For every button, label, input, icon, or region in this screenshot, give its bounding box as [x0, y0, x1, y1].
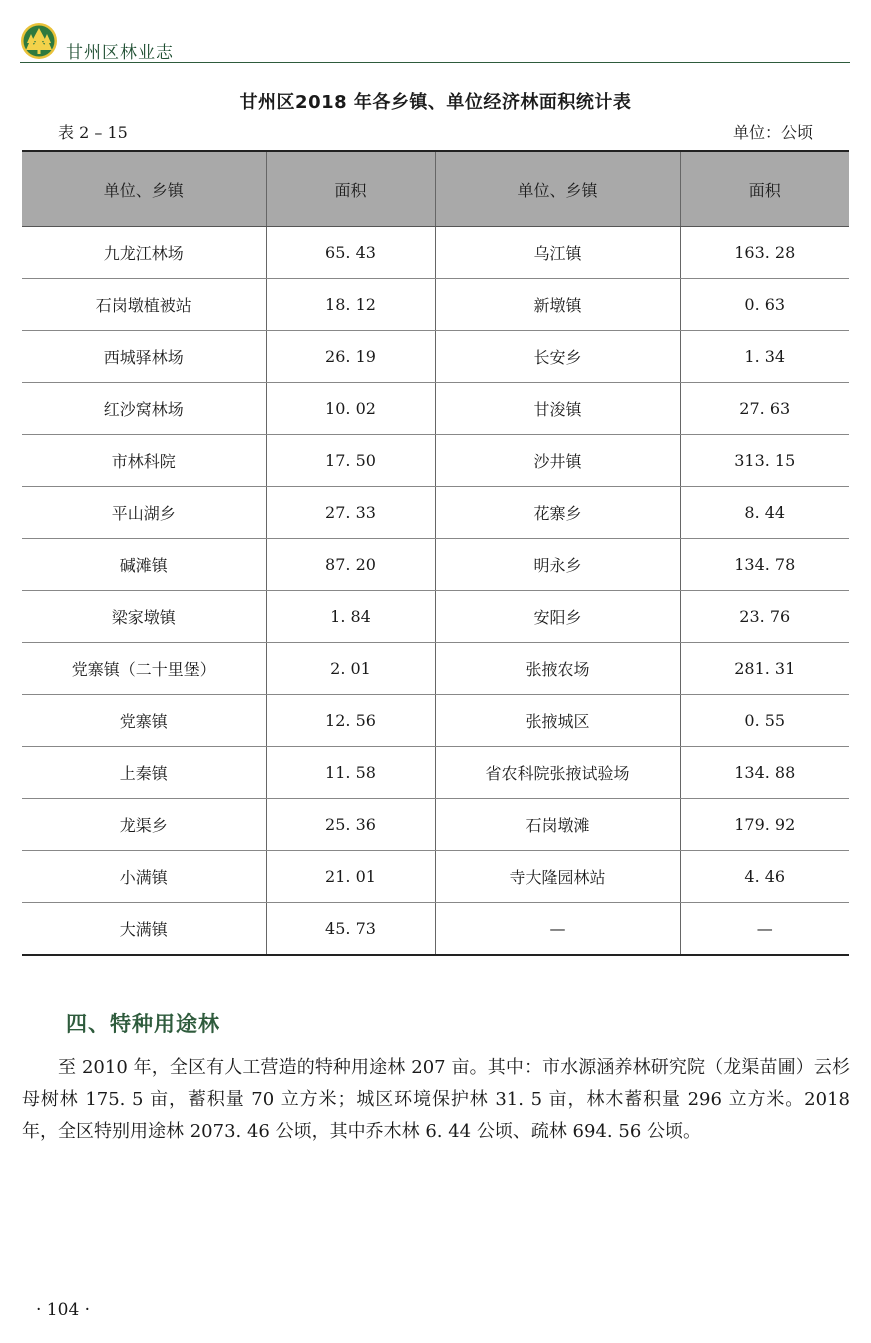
- table-row: [22, 799, 849, 851]
- area-cell: 134. 78: [680, 539, 849, 591]
- unit-cell: 梁家墩镇: [22, 591, 266, 643]
- area-cell: 27. 63: [680, 383, 849, 435]
- table-row: [22, 383, 849, 435]
- area-cell: 0. 55: [680, 695, 849, 747]
- header-rule: [20, 62, 850, 63]
- table-row: [22, 591, 849, 643]
- unit-cell: 平山湖乡: [22, 487, 266, 539]
- table-unit: 单位：公顷: [732, 123, 813, 142]
- area-cell: 12. 56: [266, 695, 435, 747]
- area-cell: 21. 01: [266, 851, 435, 903]
- unit-cell: 石岗墩植被站: [22, 279, 266, 331]
- economic-forest-table: [22, 150, 849, 956]
- area-cell: 134. 88: [680, 747, 849, 799]
- table-row: [22, 695, 849, 747]
- unit-cell: 甘浚镇: [435, 383, 680, 435]
- unit-cell: 沙井镇: [435, 435, 680, 487]
- area-cell: 4. 46: [680, 851, 849, 903]
- unit-cell: 大满镇: [22, 903, 266, 956]
- table-header-row: [22, 151, 849, 227]
- area-cell: 2. 01: [266, 643, 435, 695]
- unit-cell: 上秦镇: [22, 747, 266, 799]
- page-header: [20, 22, 850, 64]
- unit-cell: 明永乡: [435, 539, 680, 591]
- table-row: [22, 227, 849, 279]
- area-cell: 25. 36: [266, 799, 435, 851]
- unit-cell: 龙渠乡: [22, 799, 266, 851]
- unit-cell: 张掖农场: [435, 643, 680, 695]
- table-row: [22, 279, 849, 331]
- unit-cell: 石岗墩滩: [435, 799, 680, 851]
- area-cell: 18. 12: [266, 279, 435, 331]
- header-unit-2: 单位、乡镇: [435, 151, 680, 227]
- unit-cell: 省农科院张掖试验场: [435, 747, 680, 799]
- page-number: · 104 ·: [36, 1300, 91, 1320]
- table-row: [22, 435, 849, 487]
- area-cell: 1. 34: [680, 331, 849, 383]
- body-paragraph: 至 2010 年，全区有人工营造的特种用途林 207 亩。其中：市水源涵养林研究院（龙渠苗圃）云杉母树林 175. 5 亩，蓄积量 70 立方米；城区环境保护林 31. 5 亩，林木蓄积量 296 立方米。2018 年，全区特别用途林 2073. 46 公顷，其中乔木林 6. 44 公顷、疏林 694. 56 公顷。: [22, 1057, 850, 1142]
- area-cell: 10. 02: [266, 383, 435, 435]
- area-cell: 8. 44: [680, 487, 849, 539]
- area-cell: 87. 20: [266, 539, 435, 591]
- header-area-2: 面积: [680, 151, 849, 227]
- unit-cell: 小满镇: [22, 851, 266, 903]
- area-cell: —: [680, 903, 849, 956]
- unit-cell: 碱滩镇: [22, 539, 266, 591]
- unit-cell: 安阳乡: [435, 591, 680, 643]
- area-cell: 163. 28: [680, 227, 849, 279]
- area-cell: 11. 58: [266, 747, 435, 799]
- table-row: [22, 903, 849, 956]
- area-cell: 65. 43: [266, 227, 435, 279]
- unit-cell: 党寨镇（二十里堡）: [22, 643, 266, 695]
- unit-cell: 乌江镇: [435, 227, 680, 279]
- header-unit-1: 单位、乡镇: [22, 151, 266, 227]
- area-cell: 17. 50: [266, 435, 435, 487]
- unit-cell: 花寨乡: [435, 487, 680, 539]
- table-row: [22, 331, 849, 383]
- area-cell: 26. 19: [266, 331, 435, 383]
- unit-cell: —: [435, 903, 680, 956]
- forest-logo-icon: [20, 22, 58, 60]
- table-title: 甘州区2018 年各乡镇、单位经济林面积统计表: [239, 92, 632, 113]
- unit-cell: 市林科院: [22, 435, 266, 487]
- table-row: [22, 643, 849, 695]
- unit-cell: 党寨镇: [22, 695, 266, 747]
- book-title: 甘州区林业志: [66, 43, 174, 63]
- section-heading: 四、特种用途林: [66, 1012, 220, 1036]
- table-row: [22, 851, 849, 903]
- unit-cell: 张掖城区: [435, 695, 680, 747]
- unit-cell: 九龙江林场: [22, 227, 266, 279]
- area-cell: 281. 31: [680, 643, 849, 695]
- unit-cell: 西城驿林场: [22, 331, 266, 383]
- table-row: [22, 487, 849, 539]
- table-row: [22, 539, 849, 591]
- area-cell: 179. 92: [680, 799, 849, 851]
- area-cell: 0. 63: [680, 279, 849, 331]
- header-area-1: 面积: [266, 151, 435, 227]
- unit-cell: 寺大隆园林站: [435, 851, 680, 903]
- unit-cell: 长安乡: [435, 331, 680, 383]
- unit-cell: 红沙窝林场: [22, 383, 266, 435]
- area-cell: 45. 73: [266, 903, 435, 956]
- area-cell: 1. 84: [266, 591, 435, 643]
- area-cell: 313. 15: [680, 435, 849, 487]
- area-cell: 23. 76: [680, 591, 849, 643]
- table-number: 表 2 – 15: [58, 123, 128, 142]
- table-row: [22, 747, 849, 799]
- area-cell: 27. 33: [266, 487, 435, 539]
- unit-cell: 新墩镇: [435, 279, 680, 331]
